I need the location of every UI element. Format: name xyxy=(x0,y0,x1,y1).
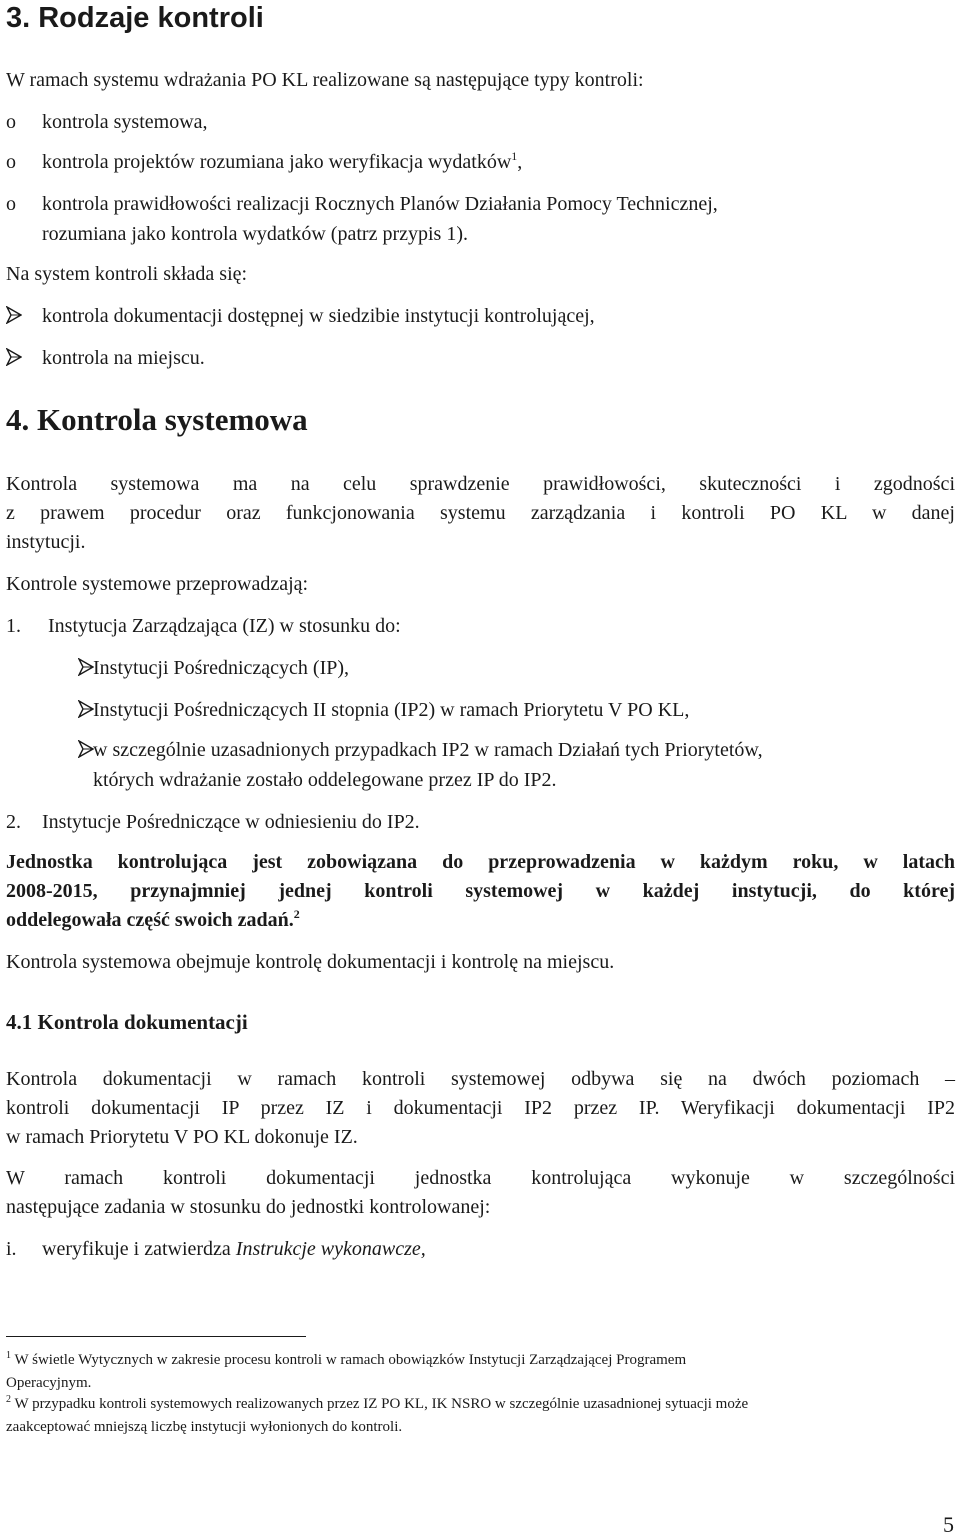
footnote-ref: 1 xyxy=(511,149,518,163)
arrow-bullet-icon xyxy=(78,658,94,676)
page-number: 5 xyxy=(943,1512,954,1537)
obligation-paragraph: Jednostka kontrolująca jest zobowiązana do przeprowadzenia w każdym roku, w latach 2008-2015, przynajmniej jednej kontroli systemowej w każdej instytucji, do której oddelegowała część swoich zadań.$^2$ xyxy=(6,851,955,931)
section-4-1-heading: 4.1 Kontrola dokumentacji xyxy=(6,1010,248,1034)
list-item: Instytucja Zarządzająca (IZ) w stosunku do: xyxy=(48,615,401,637)
list-item: kontrola prawidłowości realizacji Rocznych Planów Działania Pomocy Technicznej, xyxy=(42,193,718,215)
sub-list-item: w szczególnie uzasadnionych przypadkach IP2 w ramach Działań tych Priorytetów, xyxy=(93,739,763,761)
list-marker: o xyxy=(6,151,16,173)
scope-sentence: Kontrola systemowa obejmuje kontrolę dokumentacji i kontrolę na miejscu. xyxy=(6,951,615,973)
list-item-continuation: rozumiana jako kontrola wydatków (patrz przypis 1). xyxy=(42,223,468,245)
footnote-2: $^2$ W przypadku kontroli systemowych realizowanych przez IZ PO KL, IK NSRO w szczególnie uzasadnionej sytuacji może zaakceptować mniejszą liczbę instytucji wyłonionych do kontroli. xyxy=(6,1394,749,1435)
list-item: Instytucje Pośredniczące w odniesieniu do IP2. xyxy=(42,811,420,833)
arrow-bullet-icon xyxy=(6,306,22,324)
list-item: weryfikuje i zatwierdza Instrukcje wykonawcze, xyxy=(42,1238,426,1260)
list-item: kontrola systemowa, xyxy=(42,111,208,133)
list-marker: o xyxy=(6,193,16,215)
list-item: kontrola na miejscu. xyxy=(42,347,205,369)
list-item: kontrola projektów rozumiana jako weryfikacja wydatków$^1$, xyxy=(42,149,523,173)
arrow-bullet-icon xyxy=(78,740,94,758)
list-number: 1. xyxy=(6,615,21,637)
arrow-bullet-icon xyxy=(6,348,22,366)
footnote-ref: 2 xyxy=(293,907,300,921)
list-item: kontrola dokumentacji dostępnej w siedzibie instytucji kontrolującej, xyxy=(42,305,595,327)
system-intro: Na system kontroli składa się: xyxy=(6,263,248,285)
section-4-paragraph: Kontrola systemowa ma na celu sprawdzenie prawidłowości, skuteczności i zgodności z prawem procedur oraz funkcjonowania systemu zarządzania i kontroli PO KL w danej instytucji. xyxy=(6,473,955,553)
footnote-1: $^1$ W świetle Wytycznych w zakresie procesu kontroli w ramach obowiązków Instytucji Zarządzającej Programem Operacyjnym. xyxy=(6,1350,687,1391)
section-4-1-paragraph: Kontrola dokumentacji w ramach kontroli systemowej odbywa się na dwóch poziomach – kontroli dokumentacji IP przez IZ i dokumentacji IP2 przez IP. Weryfikacji dokumentacji IP2 w ramach Priorytetu V PO KL dokonuje IZ. xyxy=(6,1068,955,1148)
sub-list-item: Instytucji Pośredniczących II stopnia (IP2) w ramach Priorytetu V PO KL, xyxy=(93,699,690,721)
list-number: 2. xyxy=(6,811,21,833)
section-4-heading: 4. Kontrola systemowa xyxy=(6,402,308,437)
footnote-separator xyxy=(6,1336,306,1337)
section-3-heading: 3. Rodzaje kontroli xyxy=(6,2,264,34)
conducted-by: Kontrole systemowe przeprowadzają: xyxy=(6,573,309,595)
arrow-bullet-icon xyxy=(78,700,94,718)
sub-list-item-continuation: których wdrażanie zostało oddelegowane przez IP do IP2. xyxy=(93,769,557,791)
list-marker: o xyxy=(6,111,16,133)
list-number: i. xyxy=(6,1238,17,1260)
section-3-intro: W ramach systemu wdrażania PO KL realizowane są następujące typy kontroli: xyxy=(6,69,644,91)
section-4-1-paragraph: W ramach kontroli dokumentacji jednostka kontrolująca wykonuje w szczególności następujące zadania w stosunku do jednostki kontrolowanej: xyxy=(6,1167,955,1218)
sub-list-item: Instytucji Pośredniczących (IP), xyxy=(93,657,350,679)
